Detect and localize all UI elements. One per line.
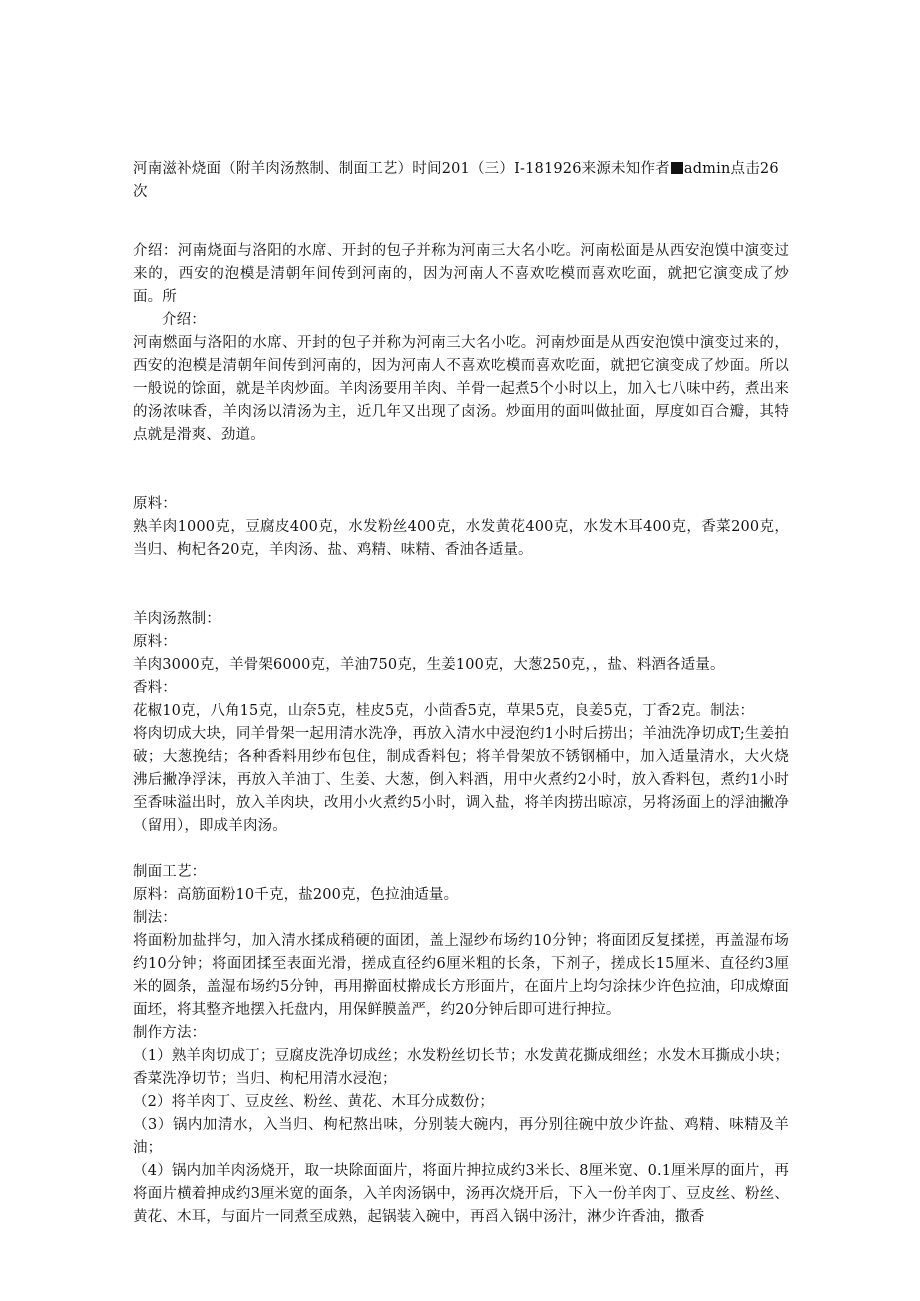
soup-heading: 羊肉汤熬制：	[133, 611, 221, 627]
title-text: 河南滋补烧面（附羊肉汤熬制、制面工艺）时间201（三）I-181926来源未知作者	[133, 161, 670, 177]
spacer	[133, 470, 789, 493]
intro-short-paragraph: 介绍：河南烧面与洛阳的水席、开封的包子并称为河南三大名小吃。河南松面是从西安泡馍中演变过来的，西安的泡模是清朝年间传到河南的，因为河南人不喜欢吃模而喜欢吃面，就把它演变成了炒面。所	[133, 243, 789, 305]
soup-ingredients-text: 羊肉3000克，羊骨架6000克，羊油750克，生姜100克，大葱250克，，盐、料酒各适量。	[133, 657, 725, 673]
black-square-icon	[671, 162, 683, 174]
soup-method-text: 将肉切成大块，同羊骨架一起用清水洗净，再放入清水中浸泡约1小时后捞出；羊油洗净切成T;生姜拍破；大葱挽结；各种香料用纱布包住，制成香料包；将羊骨架放不锈钢桶中，加入适量清水，大火烧沸后撇净浮沫，再放入羊油丁、生姜、大葱，倒入料酒，用中火煮约2小时，放入香料包，煮约1小时至香味溢出时，放入羊肉块，改用小火煮约5小时，调入盐，将羊肉捞出晾凉，另将汤面上的浮油撇净（留用），即成羊肉汤。	[133, 726, 789, 834]
noodle-step-1: （1）熟羊肉切成丁；豆腐皮洗净切成丝；水发粉丝切长节；水发黄花撕成细丝；水发木耳撕成小块；香菜洗净切节；当归、枸杞用清水浸泡；	[133, 1048, 789, 1087]
soup-spices-text: 花椒10克，八角15克，山奈5克，桂皮5克，小茴香5克，草果5克，良姜5克，丁香2克。制法：	[133, 703, 755, 719]
intro-full-paragraph: 河南燃面与洛阳的水席、开封的包子并称为河南三大名小吃。河南炒面是从西安泡馍中演变过来的，西安的泡模是清朝年间传到河南的，因为河南人不喜欢吃模而喜欢吃面，就把它演变成了炒面。所以一般说的馀面，就是羊肉炒面。羊肉汤要用羊肉、羊骨一起煮5个小时以上，加入七八味中药，煮出来的汤浓味香，羊肉汤以清汤为主，近几年又出现了卤汤。炒面用的面叫做扯面，厚度如百合瓣，其特点就是滑爽、劲道。	[133, 335, 789, 443]
title-author-clicks: admin点击26次	[133, 161, 779, 200]
noodle-step-3: （3）锅内加清水，入当归、枸杞熬出味，分别装大碗内，再分别往碗中放少许盐、鸡精、味精及羊油；	[133, 1117, 789, 1156]
noodle-method-text: 将面粉加盐拌匀，加入清水揉成稍硬的面团，盖上湿纱布场约10分钟；将面团反复揉搓，再盖湿布场约10分钟；将面团揉至表面光滑，搓成直径约6厘米粗的长条，下剂子，搓成长15厘米、直径约3厘米的圆条，盖湿布场约5分钟，再用擀面杖擀成长方形面片，在面片上均匀涂抹少许色拉油，印成燎面面坯，将其整齐地摆入托盘内，用保鲜膜盖严，约20分钟后即可进行抻拉。	[133, 933, 789, 1018]
ingredients-text: 熟羊肉1000克，豆腐皮400克，水发粉丝400克，水发黄花400克，水发木耳400克，香菜200克，当归、枸杞各20克，羊肉汤、盐、鸡精、味精、香油各适量。	[133, 519, 789, 558]
noodle-steps-heading: 制作方法：	[133, 1025, 207, 1041]
spacer	[133, 585, 789, 608]
noodle-method-heading: 制法：	[133, 910, 177, 926]
spacer	[133, 562, 789, 585]
document-body	[133, 240, 789, 1229]
document-title	[133, 158, 789, 204]
noodle-heading: 制面工艺：	[133, 864, 207, 880]
ingredients-heading: 原料：	[133, 496, 177, 512]
noodle-ingredients-text: 原料：高筋面粉10千克，盐200克，色拉油适量。	[133, 887, 459, 903]
noodle-step-4: （4）锅内加羊肉汤烧开，取一块除面面片，将面片抻拉成约3米长、8厘米宽、0.1厘米厚的面片，再将面片横着抻成约3厘米宽的面条，入羊肉汤锅中，汤再次烧开后，下入一份羊肉丁、豆皮丝、粉丝、黄花、木耳，与面片一同煮至成熟，起锅装入碗中，再舀入锅中汤汁，淋少许香油，撒香	[133, 1163, 789, 1225]
soup-ingredients-heading: 原料：	[133, 634, 177, 650]
intro-heading: 介绍：	[162, 312, 206, 328]
soup-spices-heading: 香料：	[133, 680, 177, 696]
spacer	[133, 447, 789, 470]
noodle-step-2: （2）将羊肉丁、豆皮丝、粉丝、黄花、木耳分成数份；	[133, 1094, 494, 1110]
spacer	[133, 838, 789, 861]
